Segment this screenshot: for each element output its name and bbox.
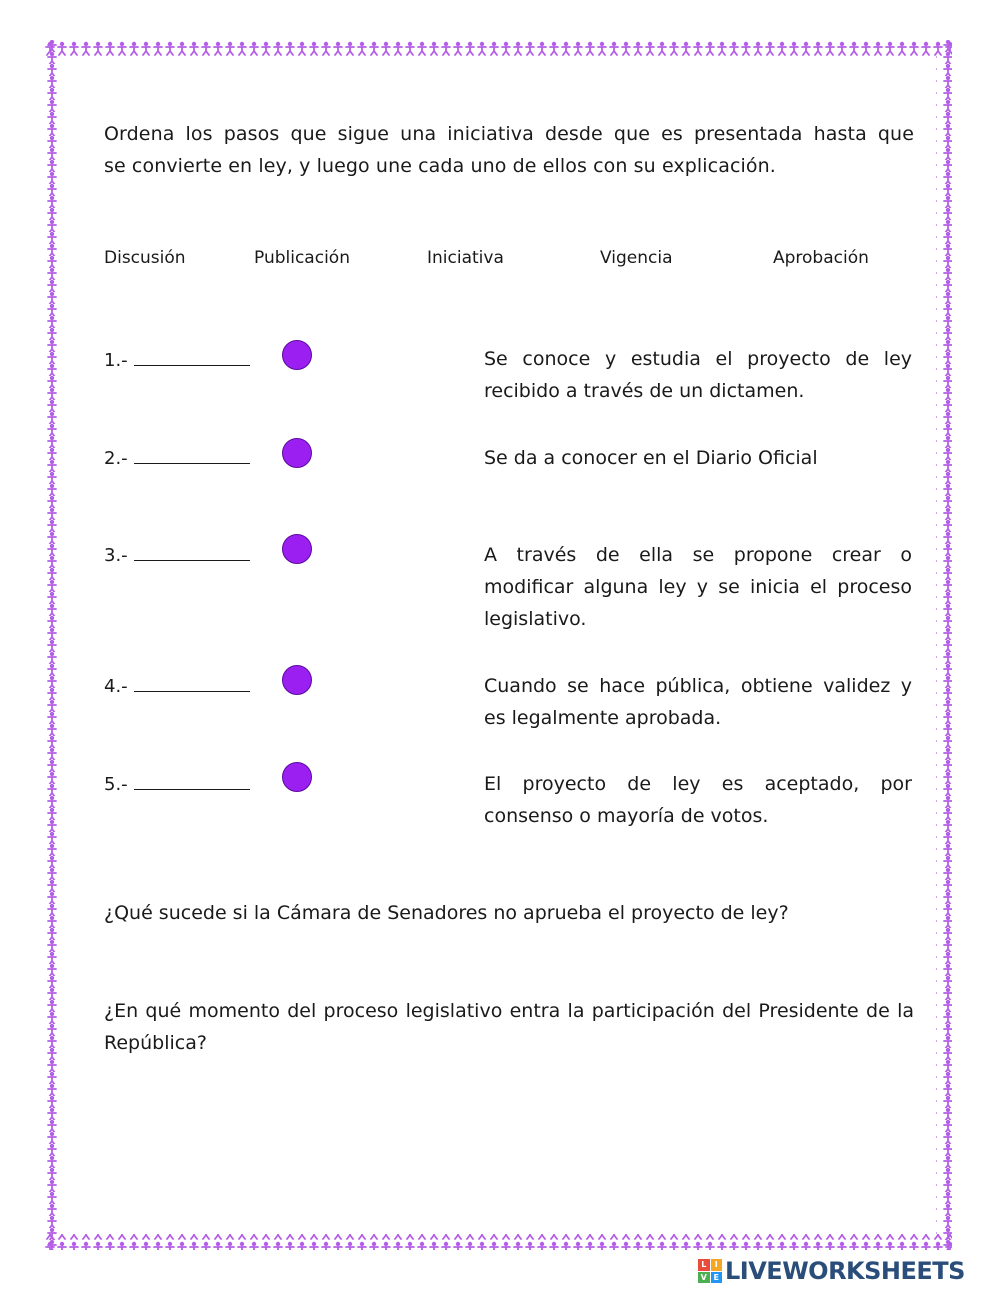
question-2: ¿En qué momento del proceso legislativo entra la participación del Presidente de la República?	[104, 1000, 914, 1054]
definition-5: El proyecto de ley es aceptado, por consenso o mayoría de votos.	[484, 773, 912, 827]
definition-2: Se da a conocer en el Diario Oficial	[484, 447, 818, 469]
logo-letter: V	[698, 1272, 710, 1284]
step-1	[104, 347, 250, 371]
question-1: ¿Qué sucede si la Cámara de Senadores no aprueba el proyecto de ley?	[104, 902, 789, 924]
step-3	[104, 542, 250, 566]
definition-4: Cuando se hace pública, obtiene validez y es legalmente aprobada.	[484, 675, 912, 729]
word-bank-item: Iniciativa	[427, 248, 504, 268]
liveworksheets-logo	[698, 1257, 965, 1285]
purple-dot-icon[interactable]	[282, 340, 312, 370]
step-5	[104, 771, 250, 795]
definition-1: Se conoce y estudia el proyecto de ley recibido a través de un dictamen.	[484, 348, 912, 402]
logo-letter: E	[711, 1272, 723, 1284]
step-label: 1.-	[104, 350, 128, 371]
logo-letter: L	[698, 1259, 710, 1271]
purple-dot-icon[interactable]	[282, 762, 312, 792]
definition-3: A través de ella se propone crear o modificar alguna ley y se inicia el proceso legislativo.	[484, 544, 912, 630]
step-label: 3.-	[104, 545, 128, 566]
step-4	[104, 673, 250, 697]
word-bank-item: Discusión	[104, 248, 186, 268]
logo-mark-icon	[698, 1259, 722, 1283]
purple-dot-icon[interactable]	[282, 438, 312, 468]
step-2	[104, 445, 250, 469]
step-label: 4.-	[104, 676, 128, 697]
word-bank-item: Aprobación	[773, 248, 869, 268]
logo-text: LIVEWORKSHEETS	[725, 1257, 965, 1285]
purple-dot-icon[interactable]	[282, 665, 312, 695]
border-right	[936, 40, 952, 1250]
step-label: 5.-	[104, 774, 128, 795]
decorative-border	[44, 40, 952, 1250]
border-left	[44, 40, 60, 1250]
answer-blank[interactable]	[134, 347, 250, 366]
instructions-line-2: se convierte en ley, y luego une cada uno de ellos con su explicación.	[104, 155, 776, 177]
word-bank-item: Publicación	[254, 248, 350, 268]
instructions-line-1: Ordena los pasos que sigue una iniciativa desde que es presentada hasta que	[104, 123, 914, 145]
purple-dot-icon[interactable]	[282, 534, 312, 564]
border-bottom	[44, 1234, 952, 1250]
border-top	[44, 40, 952, 56]
step-label: 2.-	[104, 448, 128, 469]
answer-blank[interactable]	[134, 771, 250, 790]
answer-blank[interactable]	[134, 673, 250, 692]
logo-letter: I	[711, 1259, 723, 1271]
answer-blank[interactable]	[134, 542, 250, 561]
answer-blank[interactable]	[134, 445, 250, 464]
instructions	[104, 118, 914, 182]
word-bank-item: Vigencia	[600, 248, 673, 268]
